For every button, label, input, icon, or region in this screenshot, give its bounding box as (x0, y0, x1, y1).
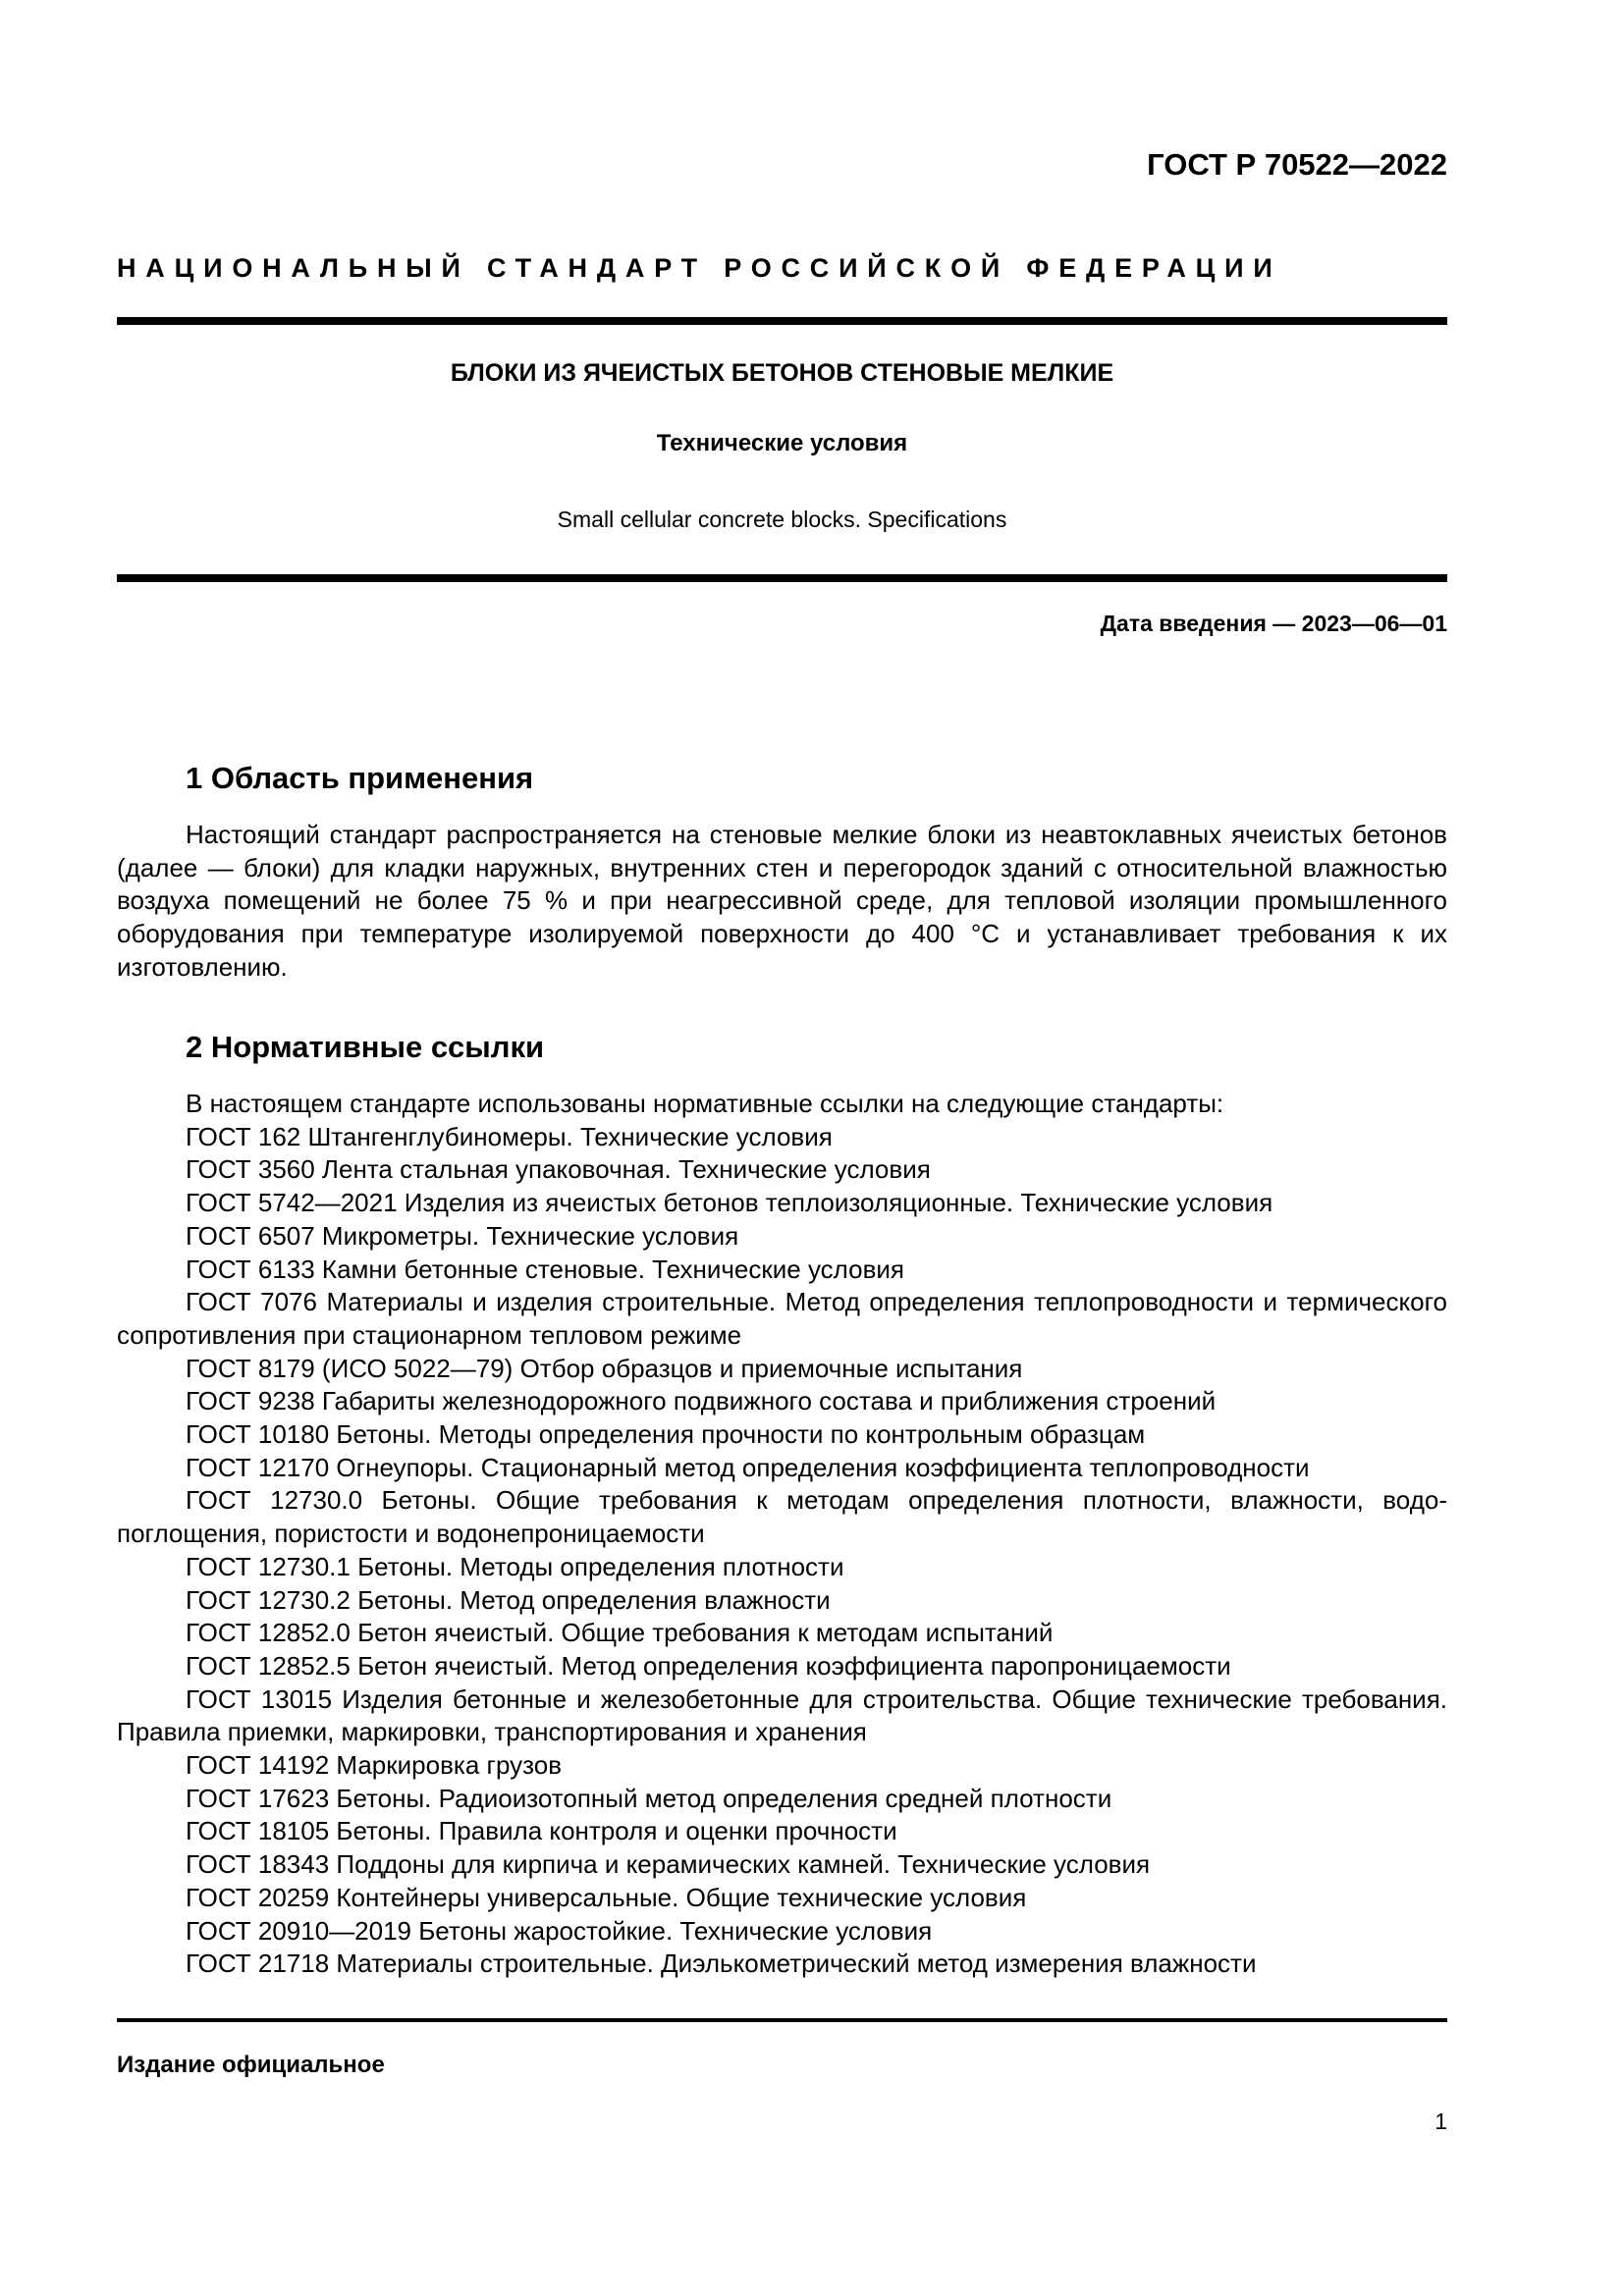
list-item: ГОСТ 162 Штангенглубиномеры. Технические условия (186, 1121, 833, 1151)
list-item: ГОСТ 12730.2 Бетоны. Метод определения влажности (186, 1584, 831, 1615)
list-item: ГОСТ 12852.5 Бетон ячеистый. Метод определения коэффициента паропроницаемости (186, 1650, 1231, 1681)
title-divider (117, 574, 1447, 582)
list-item: ГОСТ 18343 Поддоны для кирпича и керамических камней. Технические условия (186, 1849, 1151, 1880)
page-number: 1 (1435, 2109, 1447, 2134)
list-item: ГОСТ 21718 Материалы строительные. Диэлькометрический метод измерения влажности (186, 1949, 1257, 1979)
list-item: ГОСТ 18105 Бетоны. Правила контроля и оценки прочности (186, 1816, 897, 1846)
list-item: ГОСТ 7076 Материалы и изделия строительные. Метод определения теплопроводности и термического сопротивления при стационарном тепловом режиме (117, 1287, 1447, 1350)
official-edition-label: Издание официальное (117, 2052, 385, 2078)
list-item: ГОСТ 14192 Маркировка грузов (186, 1750, 563, 1781)
list-item: ГОСТ 5742—2021 Изделия из ячеистых бетонов теплоизоляционные. Технические условия (186, 1188, 1273, 1218)
list-item: ГОСТ 12730.0 Бетоны. Общие требования к методам определения плотности, влажности, водопоглощения, пористости и водонепроницаемости (117, 1485, 1447, 1549)
top-divider (117, 317, 1447, 325)
list-item: ГОСТ 12852.0 Бетон ячеистый. Общие требования к методам испытаний (186, 1618, 1054, 1648)
list-item: ГОСТ 3560 Лента стальная упаковочная. Технические условия (186, 1154, 931, 1185)
section-scope-text: Настоящий стандарт распространяется на стеновые мелкие блоки из неавтоклавных ячеистых бетонов (далее — блоки) для кладки наружных, внутренних стен и перегородок зданий с относительной влажностью воздуха помещений не более 75 % и при неагрессивной среде, для тепловой изоляции промышленного оборудования при температуре изолируемой поверхности до 400 °С и устанавливает требования к их изготовлению. (117, 820, 1447, 982)
national-standard-header: НАЦИОНАЛЬНЫЙ СТАНДАРТ РОССИЙСКОЙ ФЕДЕРАЦИИ (117, 253, 1282, 283)
list-item: ГОСТ 20259 Контейнеры универсальные. Общие технические условия (186, 1882, 1027, 1912)
section-scope-heading: 1 Область применения (186, 761, 534, 795)
list-item: ГОСТ 8179 (ИСО 5022—79) Отбор образцов и приемочные испытания (186, 1353, 1023, 1383)
list-item: ГОСТ 13015 Изделия бетонные и железобетонные для строительства. Общие технические требования. Правила приемки, маркировки, транспортирования и хранения (117, 1683, 1447, 1747)
references-intro: В настоящем стандарте использованы нормативные ссылки на следующие стандарты: (186, 1089, 1224, 1118)
footer-divider (117, 2018, 1447, 2022)
list-item: ГОСТ 12170 Огнеупоры. Стационарный метод определения коэффициента теплопроводности (186, 1452, 1310, 1482)
document-subtitle: Технические условия (656, 430, 908, 456)
list-item: ГОСТ 17623 Бетоны. Радиоизотопный метод определения средней плотности (186, 1783, 1112, 1813)
introduction-date: Дата введения — 2023—06—01 (1100, 611, 1447, 636)
list-item: ГОСТ 6133 Камни бетонные стеновые. Технические условия (186, 1254, 904, 1284)
list-item: ГОСТ 6507 Микрометры. Технические условия (186, 1220, 739, 1251)
list-item: ГОСТ 12730.1 Бетоны. Методы определения плотности (186, 1551, 844, 1581)
references-list (117, 1088, 1447, 1981)
list-item: ГОСТ 9238 Габариты железнодорожного подвижного состава и приближения строений (186, 1386, 1217, 1416)
section-references-heading: 2 Нормативные ссылки (186, 1030, 545, 1064)
document-title: БЛОКИ ИЗ ЯЧЕИСТЫХ БЕТОНОВ СТЕНОВЫЕ МЕЛКИЕ (450, 359, 1114, 387)
list-item: ГОСТ 20910—2019 Бетоны жаростойкие. Технические условия (186, 1915, 933, 1946)
document-code: ГОСТ Р 70522—2022 (1147, 147, 1447, 182)
list-item: ГОСТ 10180 Бетоны. Методы определения прочности по контрольным образцам (186, 1419, 1146, 1450)
english-title: Small cellular concrete blocks. Specifications (557, 507, 1007, 532)
